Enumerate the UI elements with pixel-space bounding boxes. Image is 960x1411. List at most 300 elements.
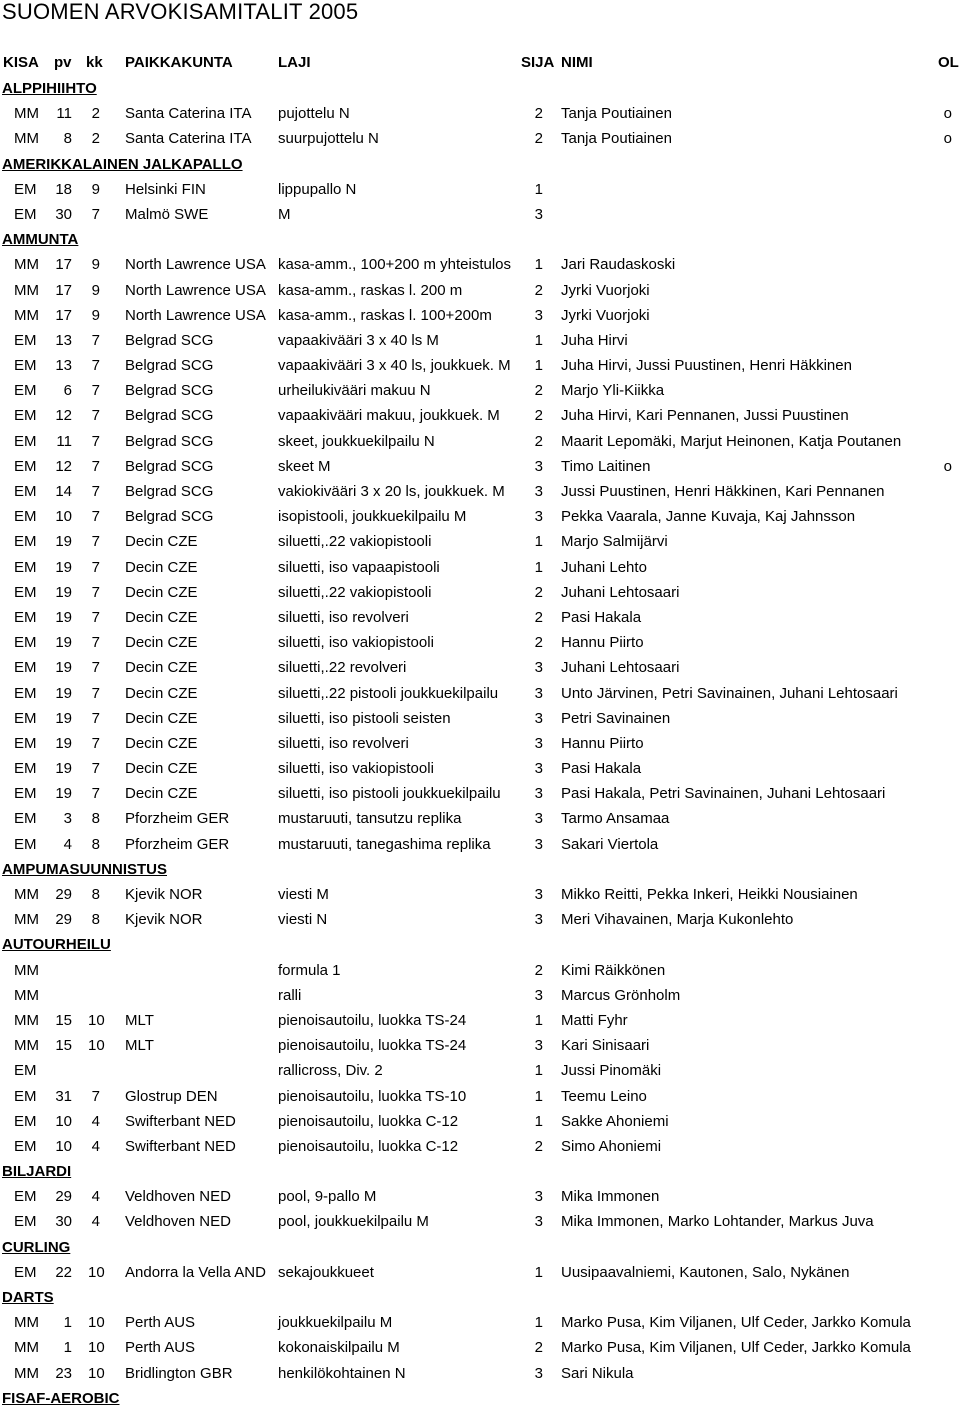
table-row [0, 1361, 960, 1386]
cell-paikkakunta: Santa Caterina ITA [125, 105, 252, 123]
cell-paikkakunta: Pforzheim GER [125, 810, 230, 828]
table-row [0, 303, 960, 328]
cell-paikkakunta: Belgrad SCG [125, 508, 214, 526]
cell-kisa: EM [14, 533, 37, 551]
cell-sija: 3 [534, 1364, 543, 1382]
cell-nimi: Pasi Hakala [561, 760, 642, 778]
cell-kisa: EM [14, 583, 37, 601]
section-title: BILJARDI [2, 1163, 72, 1181]
table-row [0, 1310, 960, 1335]
cell-sija: 3 [534, 483, 543, 500]
cell-paikkakunta: Andorra la Vella AND [125, 1263, 266, 1281]
cell-kk: 7 [91, 357, 100, 375]
section-heading [0, 152, 960, 177]
cell-sija: 1 [534, 357, 543, 375]
cell-kk: 7 [91, 407, 100, 425]
cell-paikkakunta: Decin CZE [125, 634, 198, 652]
cell-ol: o [943, 105, 952, 123]
cell-laji: kasa-amm., 100+200 m yhteistulos [278, 256, 512, 274]
cell-kisa: EM [14, 357, 37, 375]
cell-sija: 1 [534, 331, 543, 349]
cell-nimi: Juhani Lehto [561, 558, 647, 576]
table-row [0, 1209, 960, 1234]
cell-kisa: MM [14, 911, 39, 929]
cell-kk: 7 [91, 709, 100, 727]
cell-laji: mustaruuti, tanegashima replika [278, 835, 491, 853]
header-sija: SIJA [521, 54, 555, 71]
section-heading [0, 1386, 960, 1411]
cell-pv: 14 [55, 483, 72, 500]
cell-sija: 3 [534, 911, 543, 929]
cell-nimi: Marjo Salmijärvi [561, 533, 668, 551]
cell-sija: 3 [534, 734, 543, 752]
cell-laji: viesti M [278, 886, 329, 903]
cell-kisa: EM [14, 634, 37, 652]
table-row [0, 630, 960, 655]
cell-kk: 7 [91, 608, 100, 626]
cell-pv: 22 [55, 1263, 72, 1281]
cell-pv: 19 [55, 684, 72, 702]
table-row [0, 328, 960, 353]
cell-pv: 10 [55, 1137, 72, 1155]
table-row [0, 756, 960, 781]
cell-pv: 19 [55, 760, 72, 778]
cell-paikkakunta: Malmö SWE [125, 205, 209, 223]
table-row [0, 278, 960, 303]
cell-kk: 8 [91, 810, 100, 828]
cell-nimi: Unto Järvinen, Petri Savinainen, Juhani Lehtosaari [561, 684, 898, 702]
cell-nimi: Hannu Piirto [561, 734, 644, 752]
cell-laji: siluetti, iso vakiopistooli [278, 634, 434, 652]
table-row [0, 454, 960, 479]
header-ol: OL [938, 54, 959, 71]
cell-laji: M [278, 205, 291, 223]
cell-kk: 7 [91, 382, 100, 400]
cell-laji: urheilukivääri makuu N [278, 382, 431, 400]
table-row [0, 806, 960, 831]
cell-pv: 29 [55, 1188, 72, 1206]
table-row [0, 1058, 960, 1083]
cell-sija: 3 [534, 986, 543, 1004]
section-title: ALPPIHIIHTO [2, 80, 97, 97]
cell-sija: 2 [534, 634, 543, 652]
cell-paikkakunta: Decin CZE [125, 760, 198, 778]
cell-nimi: Sakke Ahoniemi [561, 1112, 669, 1130]
cell-laji: pool, joukkuekilpailu M [278, 1213, 429, 1231]
cell-laji: pienoisautoilu, luokka TS-24 [278, 1037, 467, 1055]
cell-laji: siluetti, iso vakiopistooli [278, 760, 434, 778]
cell-sija: 3 [534, 709, 543, 727]
cell-kisa: EM [14, 684, 37, 702]
header-laji: LAJI [278, 54, 311, 71]
cell-sija: 3 [534, 835, 543, 853]
cell-sija: 3 [534, 659, 543, 677]
cell-pv: 12 [55, 407, 72, 425]
cell-kk: 9 [91, 306, 100, 324]
cell-nimi: Kimi Räikkönen [561, 961, 666, 979]
cell-paikkakunta: Perth AUS [125, 1339, 196, 1357]
cell-nimi: Sari Nikula [561, 1364, 634, 1382]
cell-laji: siluetti,.22 revolveri [278, 659, 407, 677]
header-nimi: NIMI [561, 54, 593, 71]
cell-pv: 19 [55, 734, 72, 752]
cell-paikkakunta: Pforzheim GER [125, 835, 230, 853]
cell-paikkakunta: Decin CZE [125, 608, 198, 626]
cell-paikkakunta: Helsinki FIN [125, 180, 206, 198]
cell-kk: 7 [91, 457, 100, 475]
cell-laji: vapaakivääri 3 x 40 ls M [278, 331, 439, 349]
cell-laji: vakiokivääri 3 x 20 ls, joukkuek. M [278, 483, 505, 500]
cell-pv: 13 [55, 331, 72, 349]
header-pv: pv [54, 54, 72, 71]
cell-sija: 1 [534, 180, 543, 198]
cell-paikkakunta: Decin CZE [125, 659, 198, 677]
cell-sija: 3 [534, 1213, 543, 1231]
table-row [0, 958, 960, 983]
section-heading [0, 932, 960, 957]
table-row [0, 1184, 960, 1209]
cell-kisa: EM [14, 1213, 37, 1231]
cell-pv: 19 [55, 659, 72, 677]
cell-kk: 7 [91, 634, 100, 652]
table-row [0, 202, 960, 227]
table-row [0, 781, 960, 806]
cell-laji: siluetti,.22 vakiopistooli [278, 533, 432, 551]
cell-kk: 7 [91, 508, 100, 526]
cell-pv: 4 [63, 835, 72, 853]
table-row [0, 731, 960, 756]
cell-pv: 6 [63, 382, 72, 400]
cell-kk: 7 [91, 734, 100, 752]
cell-pv: 19 [55, 558, 72, 576]
cell-kisa: EM [14, 407, 37, 425]
cell-kisa: MM [14, 306, 39, 324]
cell-kisa: EM [14, 457, 37, 475]
cell-pv: 11 [56, 432, 72, 450]
cell-kisa: EM [14, 835, 37, 853]
cell-paikkakunta: Decin CZE [125, 684, 198, 702]
cell-kk: 7 [91, 583, 100, 601]
table-row [0, 1260, 960, 1285]
section-heading [0, 1159, 960, 1184]
cell-laji: siluetti,.22 pistooli joukkuekilpailu [278, 684, 499, 702]
cell-laji: suurpujottelu N [278, 130, 379, 148]
cell-sija: 1 [534, 1314, 543, 1332]
cell-paikkakunta: Belgrad SCG [125, 357, 214, 375]
cell-laji: siluetti, iso vapaapistooli [278, 558, 440, 576]
cell-pv: 15 [55, 1037, 72, 1055]
cell-paikkakunta: Swifterbant NED [125, 1137, 236, 1155]
cell-sija: 2 [534, 281, 543, 299]
cell-pv: 31 [55, 1087, 72, 1105]
cell-kk: 10 [88, 1314, 105, 1332]
cell-nimi: Meri Vihavainen, Marja Kukonlehto [561, 911, 794, 929]
cell-kisa: EM [14, 709, 37, 727]
cell-kisa: MM [14, 105, 39, 123]
cell-paikkakunta: MLT [125, 1037, 154, 1055]
cell-sija: 2 [534, 105, 543, 123]
cell-pv: 17 [55, 256, 72, 274]
cell-sija: 2 [534, 432, 543, 450]
cell-laji: siluetti, iso revolveri [278, 734, 409, 752]
cell-nimi: Teemu Leino [561, 1087, 647, 1105]
table-row [0, 832, 960, 857]
cell-kk: 10 [88, 1037, 105, 1055]
cell-paikkakunta: Belgrad SCG [125, 407, 214, 425]
cell-kk: 4 [91, 1112, 100, 1130]
cell-kk: 10 [88, 1011, 105, 1029]
table-row [0, 605, 960, 630]
cell-pv: 19 [55, 634, 72, 652]
cell-pv: 18 [55, 180, 72, 198]
cell-laji: henkilökohtainen N [278, 1364, 406, 1382]
table-row [0, 1134, 960, 1159]
cell-sija: 2 [534, 382, 543, 400]
cell-ol: o [943, 130, 952, 148]
cell-laji: mustaruuti, tansutzu replika [278, 810, 462, 828]
cell-paikkakunta: Belgrad SCG [125, 457, 214, 475]
cell-nimi: Tanja Poutiainen [561, 105, 672, 123]
cell-sija: 3 [534, 760, 543, 778]
cell-kisa: EM [14, 760, 37, 778]
cell-kisa: EM [14, 1087, 37, 1105]
cell-paikkakunta: Belgrad SCG [125, 382, 214, 400]
cell-pv: 19 [55, 785, 72, 803]
cell-nimi: Mika Immonen, Marko Lohtander, Markus Juva [561, 1213, 874, 1231]
table-row [0, 504, 960, 529]
cell-laji: isopistooli, joukkuekilpailu M [278, 508, 467, 526]
cell-kk: 7 [91, 558, 100, 576]
cell-sija: 1 [534, 1263, 543, 1281]
cell-nimi: Jussi Puustinen, Henri Häkkinen, Kari Pennanen [561, 483, 885, 500]
cell-sija: 1 [534, 533, 543, 551]
cell-kk: 9 [91, 180, 100, 198]
cell-laji: kokonaiskilpailu M [278, 1339, 400, 1357]
table-row [0, 101, 960, 126]
cell-paikkakunta: Perth AUS [125, 1314, 196, 1332]
medal-table [0, 76, 960, 1411]
cell-pv: 19 [55, 608, 72, 626]
cell-kisa: MM [14, 281, 39, 299]
header-kisa: KISA [3, 54, 39, 71]
cell-pv: 23 [55, 1364, 72, 1382]
cell-paikkakunta: Decin CZE [125, 785, 198, 803]
cell-laji: pienoisautoilu, luokka C-12 [278, 1137, 459, 1155]
cell-laji: siluetti, iso pistooli joukkuekilpailu [278, 785, 501, 803]
table-row [0, 1109, 960, 1134]
cell-kk: 7 [91, 659, 100, 677]
table-row [0, 177, 960, 202]
section-heading [0, 1285, 960, 1310]
cell-laji: vapaakivääri makuu, joukkuek. M [278, 407, 500, 425]
cell-kisa: EM [14, 1188, 37, 1206]
section-title: FISAF-AEROBIC [2, 1389, 120, 1407]
section-title: DARTS [2, 1289, 54, 1306]
cell-paikkakunta: Decin CZE [125, 734, 198, 752]
cell-kk: 7 [91, 432, 100, 450]
cell-kk: 10 [88, 1364, 105, 1382]
cell-nimi: Juhani Lehtosaari [561, 583, 680, 601]
table-row [0, 429, 960, 454]
section-title: AMERIKKALAINEN JALKAPALLO [2, 155, 243, 173]
table-row [0, 983, 960, 1008]
cell-kk: 8 [91, 835, 100, 853]
cell-pv: 17 [55, 306, 72, 324]
cell-pv: 3 [63, 810, 72, 828]
cell-paikkakunta: Decin CZE [125, 558, 198, 576]
cell-sija: 1 [534, 256, 543, 274]
cell-paikkakunta: Belgrad SCG [125, 432, 214, 450]
cell-laji: kasa-amm., raskas l. 200 m [278, 281, 463, 299]
cell-nimi: Jyrki Vuorjoki [561, 281, 650, 299]
cell-sija: 3 [534, 508, 543, 526]
section-heading [0, 857, 960, 882]
section-title: AMMUNTA [2, 231, 79, 249]
cell-kisa: EM [14, 608, 37, 626]
cell-kisa: EM [14, 432, 37, 450]
section-heading [0, 1235, 960, 1260]
cell-nimi: Jussi Pinomäki [561, 1062, 662, 1080]
cell-laji: lippupallo N [278, 180, 357, 198]
cell-laji: pienoisautoilu, luokka TS-10 [278, 1087, 467, 1105]
cell-ol: o [943, 457, 952, 475]
cell-laji: pienoisautoilu, luokka C-12 [278, 1112, 459, 1130]
cell-kisa: MM [14, 986, 39, 1004]
cell-nimi: Tarmo Ansamaa [561, 810, 670, 828]
table-row [0, 907, 960, 932]
cell-kk: 7 [91, 533, 100, 551]
table-row [0, 681, 960, 706]
table-row [0, 378, 960, 403]
table-row [0, 555, 960, 580]
cell-sija: 3 [534, 205, 543, 223]
table-row [0, 706, 960, 731]
cell-sija: 2 [534, 1137, 543, 1155]
cell-kisa: MM [14, 130, 39, 148]
table-row [0, 1033, 960, 1058]
cell-kk: 7 [91, 684, 100, 702]
table-row [0, 1335, 960, 1360]
cell-kisa: MM [14, 1011, 39, 1029]
cell-sija: 1 [534, 1087, 543, 1105]
cell-nimi: Mika Immonen [561, 1188, 660, 1206]
cell-nimi: Marjo Yli-Kiikka [561, 382, 665, 400]
cell-sija: 3 [534, 457, 543, 475]
cell-sija: 3 [534, 684, 543, 702]
cell-sija: 1 [534, 1062, 543, 1080]
table-row [0, 1084, 960, 1109]
cell-laji: pool, 9-pallo M [278, 1188, 377, 1206]
cell-laji: pujottelu N [278, 105, 350, 123]
cell-kisa: EM [14, 331, 37, 349]
cell-nimi: Pekka Vaarala, Janne Kuvaja, Kaj Jahnsson [561, 508, 856, 526]
cell-nimi: Pasi Hakala [561, 608, 642, 626]
cell-paikkakunta: Belgrad SCG [125, 331, 214, 349]
cell-kk: 8 [91, 886, 100, 903]
cell-nimi: Matti Fyhr [561, 1011, 628, 1029]
cell-laji: viesti N [278, 911, 328, 929]
cell-kisa: MM [14, 886, 39, 903]
cell-nimi: Juha Hirvi, Kari Pennanen, Jussi Puustinen [561, 407, 849, 425]
cell-sija: 2 [534, 1339, 543, 1357]
cell-paikkakunta: Veldhoven NED [125, 1213, 231, 1231]
table-row [0, 353, 960, 378]
cell-sija: 2 [534, 608, 543, 626]
cell-pv: 29 [55, 911, 72, 929]
cell-kk: 7 [91, 331, 100, 349]
cell-kisa: EM [14, 785, 37, 803]
cell-kisa: EM [14, 1062, 37, 1080]
cell-kk: 7 [91, 760, 100, 778]
cell-kk: 7 [91, 1087, 100, 1105]
cell-pv: 12 [55, 457, 72, 475]
cell-kisa: EM [14, 205, 37, 223]
cell-pv: 19 [55, 533, 72, 551]
cell-nimi: Maarit Lepomäki, Marjut Heinonen, Katja Poutanen [561, 432, 902, 450]
cell-laji: pienoisautoilu, luokka TS-24 [278, 1011, 467, 1029]
table-row [0, 126, 960, 151]
cell-kisa: EM [14, 558, 37, 576]
cell-kk: 9 [91, 256, 100, 274]
cell-kk: 4 [91, 1188, 100, 1206]
table-row [0, 655, 960, 680]
cell-pv: 19 [55, 709, 72, 727]
table-row [0, 252, 960, 277]
cell-paikkakunta: Glostrup DEN [125, 1087, 218, 1105]
cell-nimi: Mikko Reitti, Pekka Inkeri, Heikki Nousiainen [561, 886, 858, 903]
cell-kk: 2 [91, 130, 100, 148]
cell-laji: formula 1 [278, 961, 341, 979]
cell-nimi: Petri Savinainen [561, 709, 671, 727]
cell-pv: 8 [63, 130, 72, 148]
cell-pv: 17 [55, 281, 72, 299]
cell-kk: 10 [88, 1339, 105, 1357]
cell-kisa: MM [14, 1339, 39, 1357]
cell-sija: 3 [534, 1037, 543, 1055]
cell-kisa: EM [14, 1263, 37, 1281]
cell-sija: 2 [534, 583, 543, 601]
table-header [0, 50, 960, 76]
cell-kk: 4 [91, 1137, 100, 1155]
cell-paikkakunta: Kjevik NOR [125, 911, 203, 929]
cell-nimi: Jyrki Vuorjoki [561, 306, 650, 324]
cell-nimi: Timo Laitinen [561, 457, 651, 475]
cell-laji: siluetti,.22 vakiopistooli [278, 583, 432, 601]
cell-kk: 4 [91, 1213, 100, 1231]
cell-nimi: Kari Sinisaari [561, 1037, 650, 1055]
header-paikkakunta: PAIKKAKUNTA [125, 54, 233, 71]
cell-pv: 13 [55, 357, 72, 375]
cell-laji: vapaakivääri 3 x 40 ls, joukkuek. M [278, 357, 511, 375]
cell-sija: 1 [534, 1112, 543, 1130]
cell-paikkakunta: MLT [125, 1011, 154, 1029]
cell-laji: kasa-amm., raskas l. 100+200m [278, 306, 492, 324]
section-title: AMPUMASUUNNISTUS [2, 860, 167, 878]
cell-paikkakunta: Santa Caterina ITA [125, 130, 252, 148]
cell-kk: 8 [91, 911, 100, 929]
cell-paikkakunta: Kjevik NOR [125, 886, 203, 903]
cell-laji: siluetti, iso pistooli seisten [278, 709, 451, 727]
table-row [0, 403, 960, 428]
cell-nimi: Hannu Piirto [561, 634, 644, 652]
cell-kisa: EM [14, 810, 37, 828]
table-row [0, 580, 960, 605]
cell-sija: 3 [534, 1188, 543, 1206]
cell-nimi: Sakari Viertola [561, 835, 659, 853]
cell-paikkakunta: Bridlington GBR [125, 1364, 233, 1382]
cell-laji: skeet, joukkuekilpailu N [278, 432, 435, 450]
cell-kk: 9 [91, 281, 100, 299]
